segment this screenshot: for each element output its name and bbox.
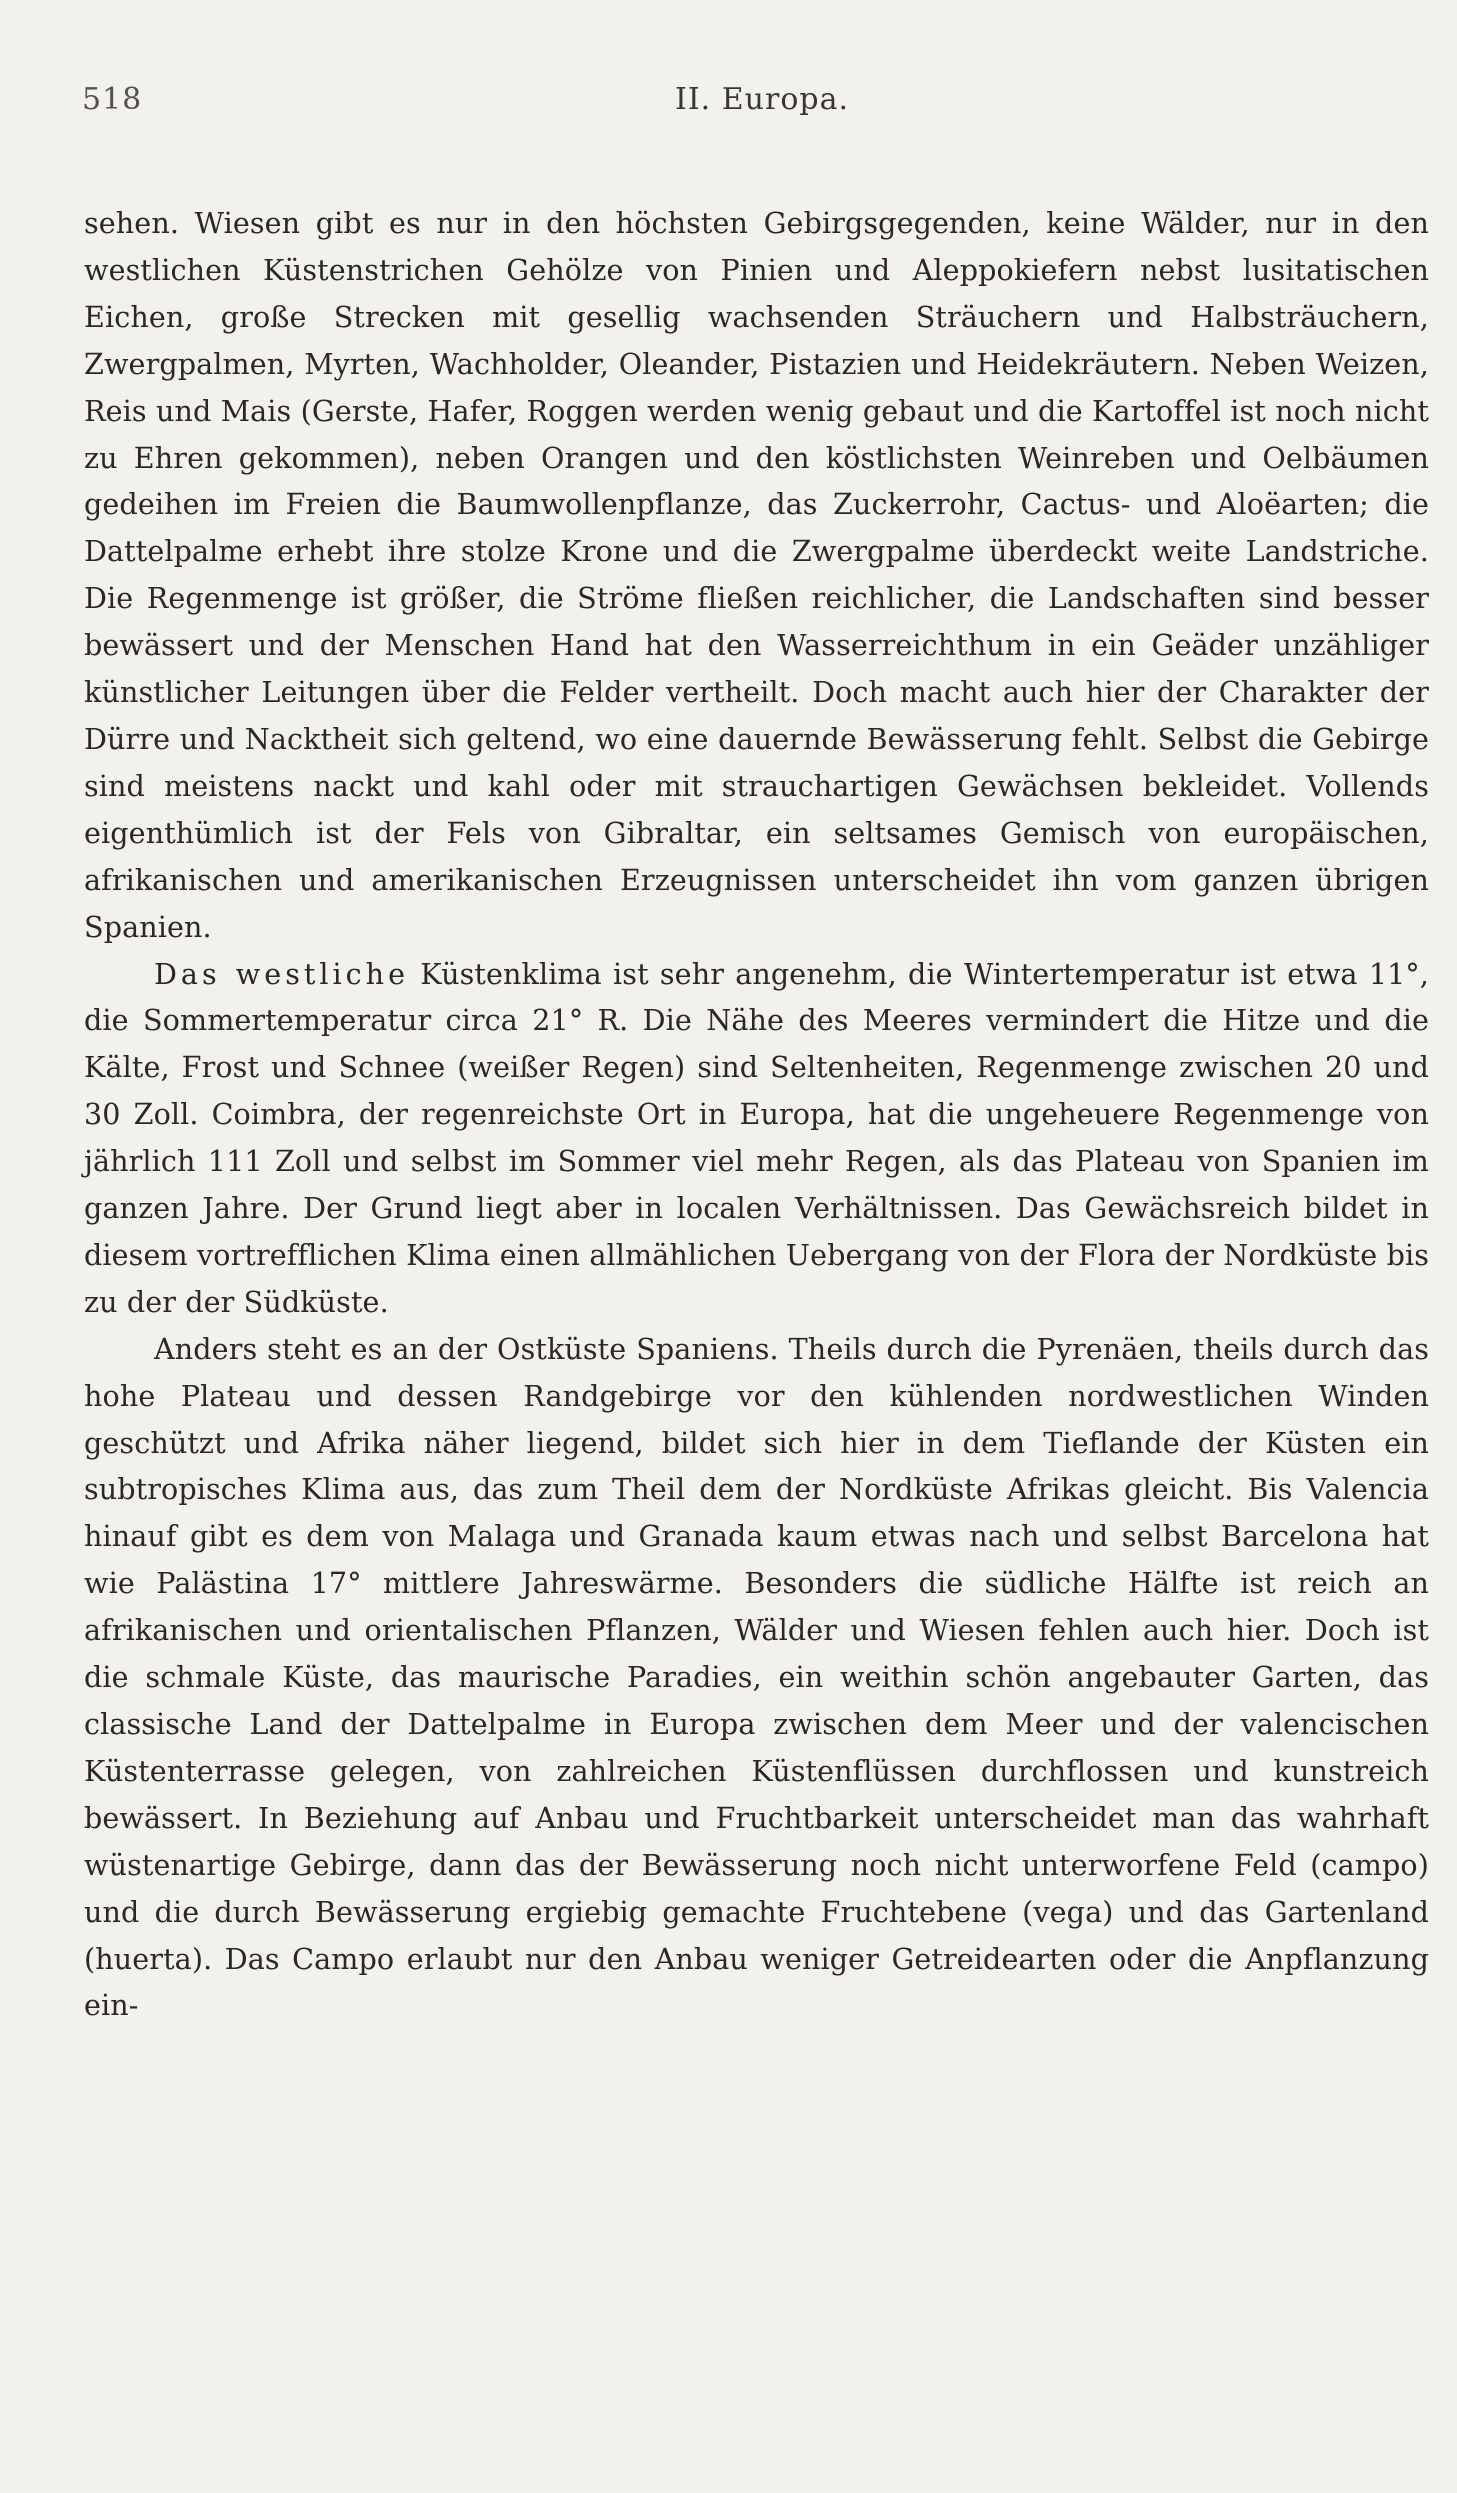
running-head: II. Europa. — [674, 82, 850, 117]
page-number: 518 — [82, 82, 143, 117]
paragraph — [84, 1326, 1429, 2030]
paragraph-text: Küstenklima ist sehr angenehm, die Wintertemperatur ist etwa 11°, die Sommertemperatur circa 21° R. Die Nähe des Meeres vermindert die Hitze und die Kälte, Frost und Schnee (weißer Regen) sind Seltenheiten, Regenmenge zwischen 20 und 30 Zoll. Coimbra, der regenreichste Ort in Europa, hat die ungeheuere Regenmenge von jährlich 111 Zoll und selbst im Sommer viel mehr Regen, als das Plateau von Spanien im ganzen Jahre. Der Grund liegt aber in localen Verhältnissen. Das Gewächsreich bildet in diesem vortrefflichen Klima einen allmählichen Uebergang von der Flora der Nordküste bis zu der der Südküste. — [84, 956, 1429, 1319]
paragraph — [84, 951, 1429, 1326]
page-header — [82, 82, 1442, 132]
paragraph-lead: Das westliche — [154, 956, 410, 991]
paragraph — [84, 200, 1429, 951]
body-text — [84, 200, 1429, 2029]
paragraph-text: Anders steht es an der Ostküste Spaniens. Theils durch die Pyrenäen, theils durch das hohe Plateau und dessen Randgebirge vor den kühlenden nordwestlichen Winden geschützt und Afrika näher liegend, bildet sich hier in dem Tieflande der Küsten ein subtropisches Klima aus, das zum Theil dem der Nordküste Afrikas gleicht. Bis Valencia hinauf gibt es dem von Malaga und Granada kaum etwas nach und selbst Barcelona hat wie Palästina 17° mittlere Jahreswärme. Besonders die südliche Hälfte ist reich an afrikanischen und orientalischen Pflanzen, Wälder und Wiesen fehlen auch hier. Doch ist die schmale Küste, das maurische Paradies, ein weithin schön angebauter Garten, das classische Land der Dattelpalme in Europa zwischen dem Meer und der valencischen Küstenterrasse gelegen, von zahlreichen Küstenflüssen durchflossen und kunstreich bewässert. In Beziehung auf Anbau und Fruchtbarkeit unterscheidet man das wahrhaft wüstenartige Gebirge, dann das der Bewässerung noch nicht unterworfene Feld (campo) und die durch Bewässerung ergiebig gemachte Fruchtebene (vega) und das Gartenland (huerta). Das Campo erlaubt nur den Anbau weniger Getreidearten oder die Anpflanzung ein- — [84, 1331, 1429, 2023]
paragraph-text: sehen. Wiesen gibt es nur in den höchsten Gebirgsgegenden, keine Wälder, nur in den westlichen Küstenstrichen Gehölze von Pinien und Aleppokiefern nebst lusitatischen Eichen, große Strecken mit gesellig wachsenden Sträuchern und Halbsträuchern, Zwergpalmen, Myrten, Wachholder, Oleander, Pistazien und Heidekräutern. Neben Weizen, Reis und Mais (Gerste, Hafer, Roggen werden wenig gebaut und die Kartoffel ist noch nicht zu Ehren gekommen), neben Orangen und den köstlichsten Weinreben und Oelbäumen gedeihen im Freien die Baumwollenpflanze, das Zuckerrohr, Cactus- und Aloëarten; die Dattelpalme erhebt ihre stolze Krone und die Zwergpalme überdeckt weite Landstriche. Die Regenmenge ist größer, die Ströme fließen reichlicher, die Landschaften sind besser bewässert und der Menschen Hand hat den Wasserreichthum in ein Geäder unzähliger künstlicher Leitungen über die Felder vertheilt. Doch macht auch hier der Charakter der Dürre und Nacktheit sich geltend, wo eine dauernde Bewässerung fehlt. Selbst die Gebirge sind meistens nackt und kahl oder mit strauchartigen Gewächsen bekleidet. Vollends eigenthümlich ist der Fels von Gibraltar, ein seltsames Gemisch von europäischen, afrikanischen und amerikanischen Erzeugnissen unterscheidet ihn vom ganzen übrigen Spanien. — [84, 206, 1429, 944]
